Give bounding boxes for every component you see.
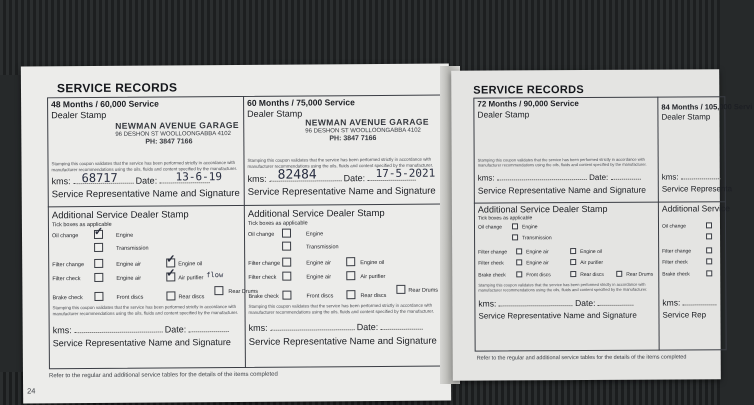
label-engine: Engine <box>521 224 538 231</box>
label-engine-air: Engine air <box>526 260 549 267</box>
service-coupon-60-months <box>247 97 442 204</box>
date-line <box>381 329 423 330</box>
label-front-discs: Front discs <box>526 272 551 279</box>
checkbox-filter-change-engine-air[interactable] <box>706 247 712 253</box>
dealer-stamp <box>305 117 429 145</box>
kms-line <box>499 305 573 306</box>
label-engine-air: Engine air <box>306 274 332 281</box>
page-heading: SERVICE RECORDS <box>473 84 584 97</box>
handwritten-date: 17-5-2021 <box>375 166 436 181</box>
label-filter-change: Filter change <box>662 248 692 255</box>
additional-title: Additional Service Dealer Stamp <box>477 203 608 215</box>
date-line <box>598 305 634 306</box>
additional-service-coupon <box>248 206 443 367</box>
checkbox-filter-change-engine-air[interactable] <box>516 248 522 254</box>
checkbox-brake-rear-discs[interactable] <box>570 271 576 277</box>
checkbox-oil-engine[interactable] <box>706 222 712 228</box>
checkbox-filter-check-engine-air[interactable] <box>94 273 103 282</box>
handwritten-kms: 68717 <box>81 170 118 186</box>
service-coupon-84-months <box>661 98 753 200</box>
kms-line <box>270 329 354 331</box>
date-label: Date: <box>343 173 366 184</box>
coupon-fine-print: Stamping this coupon validates that the service has been performed strictly in accordance with manufacturer recommendations using the oils, fluids and content specified by the manufacturer. <box>248 302 435 315</box>
label-rear-discs: Rear discs <box>580 271 604 279</box>
coupon-fine-print: Stamping this coupon validates that the service has been performed strictly in accordance with manufacturer recommendations using the oils, fluids and content specified by the manufacturer. <box>52 304 239 317</box>
additional-service-coupon <box>51 207 259 368</box>
stamp-name: NEWMAN AVENUE GARAGE <box>115 119 239 131</box>
kms-row <box>478 298 633 309</box>
label-brake-check: Brake check <box>52 295 83 302</box>
right-page <box>451 69 753 380</box>
label-engine-air: Engine air <box>526 249 549 256</box>
stamp-phone: PH: 3847 7166 <box>329 135 377 143</box>
page-footer: Refer to the regular and additional service tables for the details of the items completed <box>48 371 278 380</box>
kms-row <box>53 324 229 335</box>
rep-signature-label: Service Rep <box>662 310 707 320</box>
stamp-address: 96 DESHON ST WOOLLOONGABBA 4102 <box>115 130 231 138</box>
label-engine-oil: Engine oil <box>580 248 603 256</box>
checkbox-brake-rear-drums[interactable] <box>616 271 622 277</box>
checkbox-oil-transmission[interactable] <box>94 243 103 252</box>
kms-label: kms: <box>662 297 681 308</box>
rep-signature-label: Service Representa <box>661 184 733 194</box>
checkbox-filter-check-air-purifier[interactable] <box>346 271 355 280</box>
label-air-purifier: Air purifier <box>580 259 604 267</box>
checkbox-filter-check-engine-air[interactable] <box>516 259 522 265</box>
page-number: 24 <box>27 386 36 396</box>
kms-label: kms: <box>51 176 71 187</box>
coupon-title: 48 Months / 60,000 Service <box>51 98 159 110</box>
label-oil-change: Oil change <box>477 224 502 231</box>
coupon-fine-print: Stamping this coupon validates that the service has been performed strictly in accordance with manufacturer recommendations using the oils, fluids and content specified by the manufacturer. <box>51 160 238 173</box>
dealer-stamp-label: Dealer Stamp <box>51 109 107 121</box>
kms-line <box>74 332 162 334</box>
page-heading: SERVICE RECORDS <box>56 80 178 96</box>
service-coupon-48-months <box>51 98 240 205</box>
stamp-address: 96 DESHON ST WOOLLOONGABBA 4102 <box>305 127 421 135</box>
kms-row <box>249 322 423 333</box>
kms-label: kms: <box>52 325 72 336</box>
kms-label: kms: <box>478 298 497 309</box>
kms-label: kms: <box>248 322 268 333</box>
coupon-title: 60 Months / 75,000 Service <box>247 97 355 108</box>
kms-label: kms: <box>477 173 495 183</box>
rep-signature-label: Service Representative Name and Signature <box>478 310 637 321</box>
checkbox-brake-rear-drums[interactable] <box>396 285 405 294</box>
tick-note: Tick boxes as applicable <box>477 215 533 222</box>
coupon-fine-print: Stamping this coupon validates that the service has been performed strictly in accordance with manufacturer recommendations using the oils, fluids and content specified by the manufacturer. <box>247 156 434 169</box>
additional-title: Additional Service Dealer Stamp <box>51 209 189 222</box>
check-mark: ✓ <box>93 225 104 238</box>
label-transmission: Transmission <box>306 244 339 251</box>
label-filter-change: Filter change <box>478 249 508 256</box>
checkbox-brake-front-discs[interactable] <box>94 292 103 301</box>
checkbox-filter-check-engine-air[interactable] <box>706 258 712 264</box>
date-label: Date: <box>575 297 596 309</box>
additional-title: Additional Service <box>661 203 730 214</box>
rep-signature-label: Service Representative Name and Signature <box>51 187 240 201</box>
kms-label: kms: <box>247 173 267 184</box>
date-label: Date: <box>589 172 609 182</box>
label-filter-check: Filter check <box>662 259 688 266</box>
label-rear-drums: Rear Drums <box>408 287 439 294</box>
checkbox-brake-rear-discs[interactable] <box>166 291 175 300</box>
label-filter-change: Filter change <box>52 262 85 269</box>
dealer-stamp-label: Dealer Stamp <box>247 108 303 119</box>
date-line <box>610 179 640 180</box>
label-engine-oil: Engine oil <box>360 259 385 267</box>
dealer-stamp-label: Dealer Stamp <box>661 112 711 122</box>
label-transmission: Transmission <box>116 245 149 252</box>
additional-service-coupon <box>478 204 657 351</box>
kms-label: kms: <box>661 172 679 182</box>
checkbox-brake-front-discs[interactable] <box>516 271 522 277</box>
checkbox-filter-change-engine-air[interactable] <box>94 259 103 268</box>
tick-note: Tick boxes as applicable <box>51 221 112 229</box>
label-engine-oil: Engine oil <box>178 261 203 268</box>
left-page <box>21 64 451 404</box>
coupon-fine-print: Stamping this coupon validates that the service has been performed strictly in accordance with manufacturer recommendations using the oils, fluids and content specified by the manufacturer. <box>478 281 648 293</box>
label-rear-discs: Rear discs <box>178 294 205 301</box>
checkbox-filter-change-engine-air[interactable] <box>282 258 291 267</box>
kms-row <box>662 297 716 307</box>
checkbox-brake-front-discs[interactable] <box>282 291 291 300</box>
date-label: Date: <box>356 322 379 333</box>
tick-note: Tick boxes as applicable <box>247 220 308 227</box>
rep-signature-label: Service Representative Name and Signature <box>477 184 647 196</box>
label-filter-check: Filter check <box>52 276 81 283</box>
additional-service-coupon <box>661 203 730 349</box>
checkbox-filter-change-engine-oil[interactable] <box>570 248 576 254</box>
checkbox-oil-engine[interactable] <box>512 223 518 229</box>
label-brake-check: Brake check <box>662 271 690 278</box>
checkbox-oil-transmission[interactable] <box>512 234 518 240</box>
label-filter-change: Filter change <box>248 260 281 267</box>
service-coupon-72-months <box>477 99 656 202</box>
label-filter-check: Filter check <box>248 274 277 281</box>
label-oil-change: Oil change <box>247 231 275 238</box>
label-rear-drums: Rear Drums <box>228 288 259 296</box>
handwritten-date: 13-6-19 <box>175 170 223 184</box>
date-label: Date: <box>164 324 187 335</box>
label-air-purifier: Air purifier <box>178 275 204 282</box>
coupon-title: 72 Months / 90,000 Service <box>477 99 579 109</box>
label-air-purifier: Air purifier <box>360 273 386 281</box>
checkbox-brake-rear-drums[interactable] <box>214 286 223 295</box>
rep-signature-label: Service Representative Name and Signature <box>247 185 436 198</box>
label-transmission: Transmission <box>522 235 552 242</box>
coupon-fine-print: Stamping this coupon validates that the service has been performed strictly in accordance with manufacturer recommendations using the oils, fluids and content specified by the manufacturer. <box>477 156 647 168</box>
label-engine: Engine <box>305 231 324 238</box>
checkbox-brake-rear-discs[interactable] <box>346 290 355 299</box>
stamp-phone: PH: 3847 7166 <box>145 138 193 146</box>
dealer-stamp-label: Dealer Stamp <box>477 109 530 120</box>
page-footer: Refer to the regular and additional service tables for the details of the items completed <box>476 354 687 362</box>
checkbox-oil-engine[interactable] <box>282 229 291 238</box>
checkbox-oil-transmission[interactable] <box>706 233 712 239</box>
label-engine-air: Engine air <box>116 261 142 268</box>
date-label: Date: <box>135 175 158 186</box>
label-engine-air: Engine air <box>116 275 142 282</box>
rep-signature-label: Service Representative Name and Signature <box>52 337 231 349</box>
label-brake-check: Brake check <box>478 272 506 279</box>
kms-row <box>478 173 641 183</box>
label-filter-check: Filter check <box>478 260 504 267</box>
date-line <box>189 331 229 332</box>
kms-line <box>497 179 587 180</box>
additional-title: Additional Service Dealer Stamp <box>247 207 385 220</box>
label-rear-discs: Rear discs <box>360 292 387 300</box>
label-oil-change: Oil change <box>51 233 79 240</box>
label-oil-change: Oil change <box>661 223 686 230</box>
kms-line <box>683 304 717 305</box>
check-mark: ✓ <box>166 267 176 280</box>
dealer-stamp <box>115 120 239 148</box>
label-engine-air: Engine air <box>306 260 332 267</box>
coupon-title: 84 Months / 105,000 Servi <box>661 102 753 112</box>
kms-line <box>681 178 721 179</box>
label-front-discs: Front discs <box>306 293 334 300</box>
checkbox-filter-change-engine-oil[interactable] <box>346 257 355 266</box>
handwritten-annotation: flow <box>206 271 224 280</box>
checkbox-filter-check-engine-air[interactable] <box>282 272 291 281</box>
handwritten-kms: 82484 <box>277 167 317 183</box>
stamp-name: NEWMAN AVENUE GARAGE <box>305 116 429 128</box>
label-front-discs: Front discs <box>116 294 144 301</box>
label-engine: Engine <box>115 232 134 239</box>
checkbox-brake-front-discs[interactable] <box>706 270 712 276</box>
check-mark: ✓ <box>166 253 176 266</box>
label-brake-check: Brake check <box>248 293 279 300</box>
kms-row <box>662 172 721 181</box>
label-rear-drums: Rear Drums <box>626 271 654 278</box>
checkbox-oil-transmission[interactable] <box>282 242 291 251</box>
checkbox-filter-check-air-purifier[interactable] <box>570 259 576 265</box>
rep-signature-label: Service Representative Name and Signature <box>248 335 437 348</box>
